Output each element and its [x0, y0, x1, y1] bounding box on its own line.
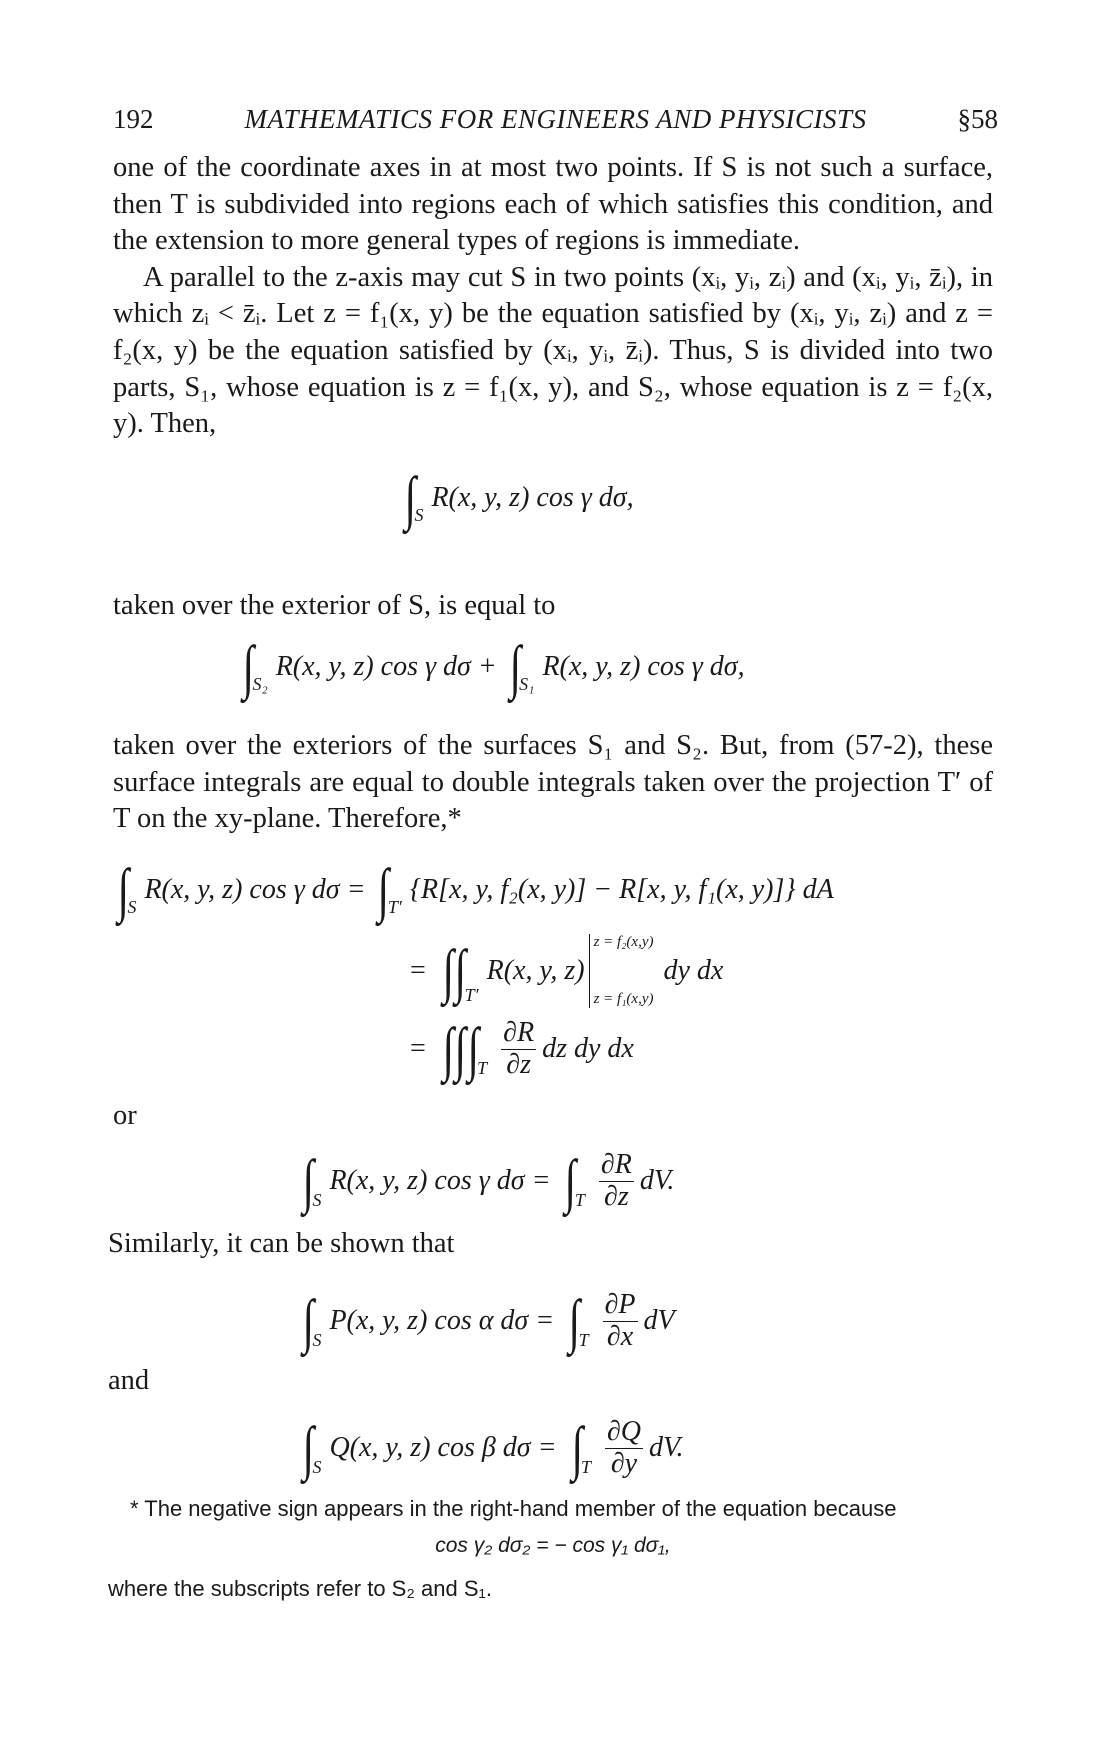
similarly-text: Similarly, it can be shown that	[108, 1228, 455, 1259]
integral-subscript: S	[312, 1329, 322, 1350]
equation-term-2: R(x, y, z) cos γ dσ,	[542, 651, 745, 682]
integral-sign: ∫	[454, 1016, 467, 1083]
denominator: ∂x	[606, 1320, 634, 1352]
denominator: ∂z	[604, 1180, 629, 1212]
equation-tail: dy dx	[663, 955, 724, 986]
footnote-equation: cos γ₂ dσ₂ = − cos γ₁ dσ₁,	[435, 1534, 671, 1557]
page-number: 192	[113, 104, 154, 134]
equation-lhs: R(x, y, z) cos γ dσ =	[329, 1165, 551, 1197]
integral-sign: ∫	[302, 1288, 314, 1355]
integral-sign: ∫	[117, 857, 129, 923]
paragraph-3: taken over the exterior of S, is equal to	[113, 590, 556, 621]
equation-tail: dV	[643, 1305, 675, 1337]
integral-sign: ∫	[568, 1288, 581, 1355]
integral-sign: ∫	[467, 1016, 479, 1083]
equation-term-1: R(x, y, z) cos γ dσ +	[275, 651, 497, 682]
word-and: and	[108, 1365, 150, 1396]
equation-body: R(x, y, z)	[486, 955, 585, 986]
equation-tail: dV.	[639, 1165, 675, 1197]
lower-limit: z = f₁(x,y)	[593, 991, 654, 1007]
partial-fraction	[599, 1150, 634, 1213]
equation-lhs: Q(x, y, z) cos β dσ =	[329, 1432, 557, 1464]
upper-limit: z = f₂(x,y)	[593, 934, 654, 950]
body-text-3	[113, 588, 993, 625]
integral-subscript: S₂	[252, 674, 268, 694]
partial-fraction	[605, 1417, 643, 1480]
integral-sign: ∫	[302, 1148, 314, 1215]
equation-3c	[410, 1018, 634, 1081]
integral-subscript: T	[580, 1456, 591, 1477]
evaluation-bar	[589, 934, 654, 1008]
integral-subscript: S₁	[519, 674, 535, 694]
integral-subscript: T′	[464, 985, 479, 1005]
integral-subscript: T	[477, 1057, 488, 1078]
equals-sign: =	[410, 1033, 426, 1065]
denominator: ∂z	[506, 1048, 531, 1080]
integral-sign: ∫	[454, 938, 467, 1004]
equation-body: R(x, y, z) cos γ dσ,	[431, 482, 634, 513]
integral-sign: ∫	[564, 1148, 577, 1215]
integral-sign: ∫	[377, 857, 390, 923]
equation-6	[300, 1417, 684, 1480]
denominator: ∂y	[610, 1447, 638, 1479]
equation-3b	[410, 934, 723, 1008]
numerator: ∂Q	[606, 1416, 642, 1447]
paragraph-2: A parallel to the z-axis may cut S in two points (xᵢ, yᵢ, zᵢ) and (xᵢ, yᵢ, z̄ᵢ), in which zᵢ < z̄ᵢ. Let z = f₁(x, y) be the equation satisfied by (xᵢ, yᵢ, zᵢ) and z = f₂(x, y) be the equation satisfied by (xᵢ, yᵢ, z̄ᵢ). Thus, S is divided into two parts, S₁, whose equation is z = f₁(x, y), and S₂, whose equation is z = f₂(x, y). Then,	[113, 261, 993, 440]
integral-sign: ∫	[242, 634, 254, 700]
equation-1	[402, 465, 634, 531]
running-title: MATHEMATICS FOR ENGINEERS AND PHYSICISTS	[244, 104, 867, 134]
equation-3a	[115, 857, 834, 923]
equation-5	[300, 1290, 675, 1353]
integral-sign: ∫	[404, 465, 416, 531]
numerator: ∂P	[604, 1289, 636, 1320]
equation-tail: dV.	[649, 1432, 684, 1464]
integral-sign: ∫	[570, 1415, 583, 1482]
numerator: ∂R	[503, 1017, 535, 1048]
integral-sign: ∫	[442, 938, 454, 1004]
integral-subscript: T	[578, 1329, 589, 1350]
integral-subscript: T	[574, 1189, 585, 1210]
integral-subscript: T′	[387, 897, 402, 917]
body-text-top	[113, 150, 993, 443]
paragraph-4: taken over the exteriors of the surfaces S₁ and S₂. But, from (57-2), these surface integrals are equal to double integrals taken over the projection T′ of T on the xy-plane. Therefore,*	[113, 730, 993, 835]
integral-subscript: S	[414, 505, 424, 525]
body-text-4	[113, 728, 993, 838]
equation-tail: dz dy dx	[542, 1033, 634, 1065]
integral-subscript: S	[127, 897, 137, 917]
word-or: or	[113, 1100, 137, 1131]
running-header	[113, 104, 998, 135]
equals-sign: =	[410, 955, 426, 986]
partial-fraction	[603, 1290, 638, 1353]
footnote	[108, 1493, 998, 1604]
equation-lhs: P(x, y, z) cos α dσ =	[329, 1305, 555, 1337]
integral-sign: ∫	[302, 1415, 314, 1482]
numerator: ∂R	[600, 1149, 632, 1180]
footnote-text: * The negative sign appears in the right-hand member of the equation because	[130, 1496, 897, 1521]
partial-fraction	[501, 1018, 536, 1081]
paragraph-1: one of the coordinate axes in at most two points. If S is not such a surface, then T is subdivided into regions each of which satisfies this condition, and the extension to more general types of regions is immediate.	[113, 152, 993, 257]
section-number: §58	[957, 104, 998, 134]
footnote-text-2: where the subscripts refer to S₂ and S₁.	[108, 1576, 493, 1601]
integral-subscript: S	[312, 1456, 322, 1477]
equation-4	[300, 1150, 674, 1213]
integral-subscript: S	[312, 1189, 322, 1210]
equation-2	[240, 634, 745, 700]
equation-lhs: R(x, y, z) cos γ dσ =	[144, 874, 366, 905]
integral-sign: ∫	[442, 1016, 454, 1083]
equation-rhs: {R[x, y, f₂(x, y)] − R[x, y, f₁(x, y)]} dA	[409, 874, 834, 905]
integral-sign: ∫	[509, 634, 521, 700]
